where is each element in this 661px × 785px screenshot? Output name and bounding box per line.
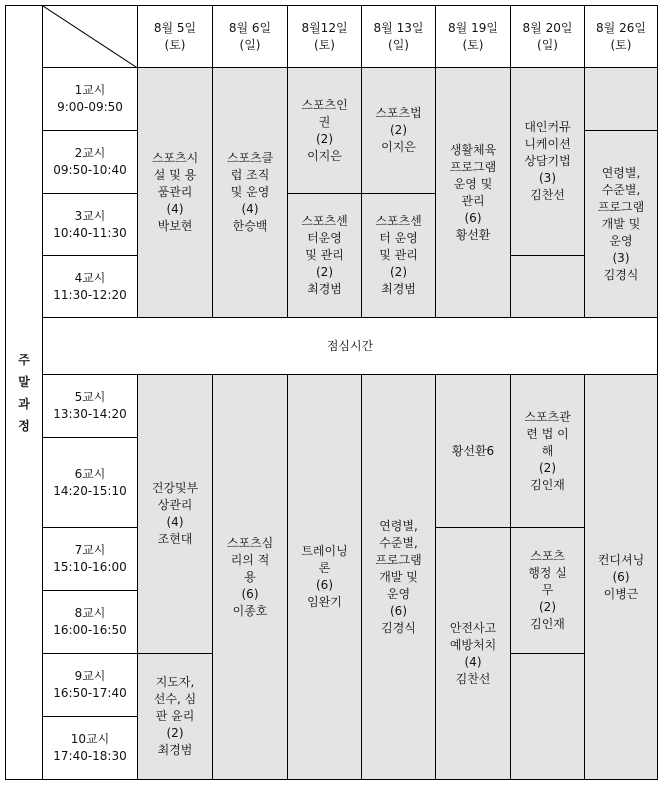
- period-time: 15:10-16:00: [53, 560, 127, 574]
- header-day: (토): [314, 37, 335, 52]
- period-3: [42, 193, 138, 256]
- header-aug6: [212, 5, 288, 68]
- period-time: 16:50-17:40: [53, 686, 127, 700]
- header-aug19: [435, 5, 511, 68]
- class-aug19-morning: 생활체육 프로그램 운영 및 관리 (6) 황선환: [435, 67, 511, 318]
- period-7: [42, 527, 138, 591]
- period-time: 17:40-18:30: [53, 749, 127, 763]
- period-8: [42, 590, 138, 654]
- period-time: 10:40-11:30: [53, 225, 127, 240]
- header-date: 8월 6일: [228, 20, 272, 35]
- period-4: [42, 255, 138, 318]
- period-time: 16:00-16:50: [53, 623, 127, 637]
- header-date: 8월 19일: [448, 20, 498, 35]
- header-date: 8월 13일: [373, 20, 424, 35]
- period-2: [42, 130, 138, 194]
- class-aug12-morning-2: 스포츠센 터운영 및 관리 (2) 최경범: [287, 193, 362, 318]
- empty-aug20-period4: [510, 255, 585, 318]
- header-aug5: [137, 5, 213, 68]
- period-6: [42, 437, 138, 528]
- header-date: 8월12일: [301, 20, 348, 35]
- period-5: [42, 374, 138, 438]
- class-aug20-afternoon-2: 스포츠 행정 실 무 (2) 김인재: [510, 527, 585, 654]
- class-aug26-morning: 연령별, 수준별, 프로그램 개발 및 운영 (3) 김경식: [584, 130, 658, 318]
- side-label-char: 과: [18, 396, 30, 411]
- diagonal-line: [43, 6, 138, 68]
- header-day: (토): [164, 37, 186, 52]
- class-aug13-morning-2: 스포츠센 터 운영 및 관리 (2) 최경범: [361, 193, 436, 318]
- class-aug5-afternoon-1: 건강및부 상관리 (4) 조현대: [137, 374, 213, 654]
- empty-aug20-period9-10: [510, 653, 585, 780]
- header-aug20: [510, 5, 585, 68]
- period-name: 9교시: [74, 669, 106, 683]
- class-aug12-morning-1: 스포츠인 권 (2) 이지은: [287, 67, 362, 194]
- period-name: 8교시: [74, 606, 106, 620]
- class-aug19-afternoon-1: 황선환6: [435, 374, 511, 528]
- side-label: [5, 5, 43, 780]
- class-aug20-morning: 대인커뮤 니케이션 상담기법 (3) 김찬선: [510, 67, 585, 256]
- class-aug6-afternoon: 스포츠심 리의 적 용 (6) 이종호: [212, 374, 288, 780]
- class-aug19-afternoon-2: 안전사고 예방처치 (4) 김찬선: [435, 527, 511, 780]
- header-day: (토): [462, 37, 484, 52]
- header-day: (토): [610, 37, 632, 52]
- side-label-char: 말: [18, 374, 30, 389]
- period-time: 13:30-14:20: [53, 407, 127, 421]
- period-name: 6교시: [74, 466, 106, 481]
- header-aug26: [584, 5, 658, 68]
- period-name: 10교시: [70, 732, 110, 746]
- class-aug13-morning-1: 스포츠법 (2) 이지은: [361, 67, 436, 194]
- side-label-char: 정: [18, 418, 30, 433]
- period-name: 4교시: [74, 270, 106, 285]
- empty-aug26-period1: [584, 67, 658, 131]
- class-aug6-morning: 스포츠클 럽 조직 및 운영 (4) 한승백: [212, 67, 288, 318]
- period-time: 09:50-10:40: [53, 163, 127, 177]
- class-aug26-afternoon: 컨디셔닝 (6) 이병근: [584, 374, 658, 780]
- period-time: 11:30-12:20: [53, 287, 127, 302]
- class-aug5-morning: 스포츠시 설 및 용 품관리 (4) 박보현: [137, 67, 213, 318]
- class-aug20-afternoon-1: 스포츠관 련 법 이 해 (2) 김인재: [510, 374, 585, 528]
- period-name: 2교시: [74, 146, 106, 160]
- period-1: [42, 67, 138, 131]
- period-name: 3교시: [74, 208, 106, 223]
- header-date: 8월 26일: [596, 20, 646, 35]
- class-aug5-afternoon-2: 지도자, 선수, 심 판 윤리 (2) 최경범: [137, 653, 213, 780]
- header-day: (일): [537, 37, 558, 52]
- side-label-char: 주: [18, 352, 30, 367]
- header-day: (일): [388, 37, 409, 52]
- corner-cell: [42, 5, 138, 68]
- period-time: 14:20-15:10: [53, 483, 127, 498]
- period-name: 1교시: [74, 83, 106, 97]
- header-aug12: [287, 5, 362, 68]
- header-date: 8월 20일: [522, 20, 573, 35]
- period-name: 7교시: [74, 543, 106, 557]
- class-aug12-afternoon: 트레이닝 론 (6) 임완기: [287, 374, 362, 780]
- class-aug13-afternoon: 연령별, 수준별, 프로그램 개발 및 운영 (6) 김경식: [361, 374, 436, 780]
- header-date: 8월 5일: [153, 20, 197, 35]
- period-time: 9:00-09:50: [57, 100, 123, 114]
- period-10: [42, 716, 138, 780]
- header-day: (일): [239, 37, 261, 52]
- period-name: 5교시: [74, 390, 106, 404]
- lunch-row: 점심시간: [42, 317, 658, 375]
- header-aug13: [361, 5, 436, 68]
- period-9: [42, 653, 138, 717]
